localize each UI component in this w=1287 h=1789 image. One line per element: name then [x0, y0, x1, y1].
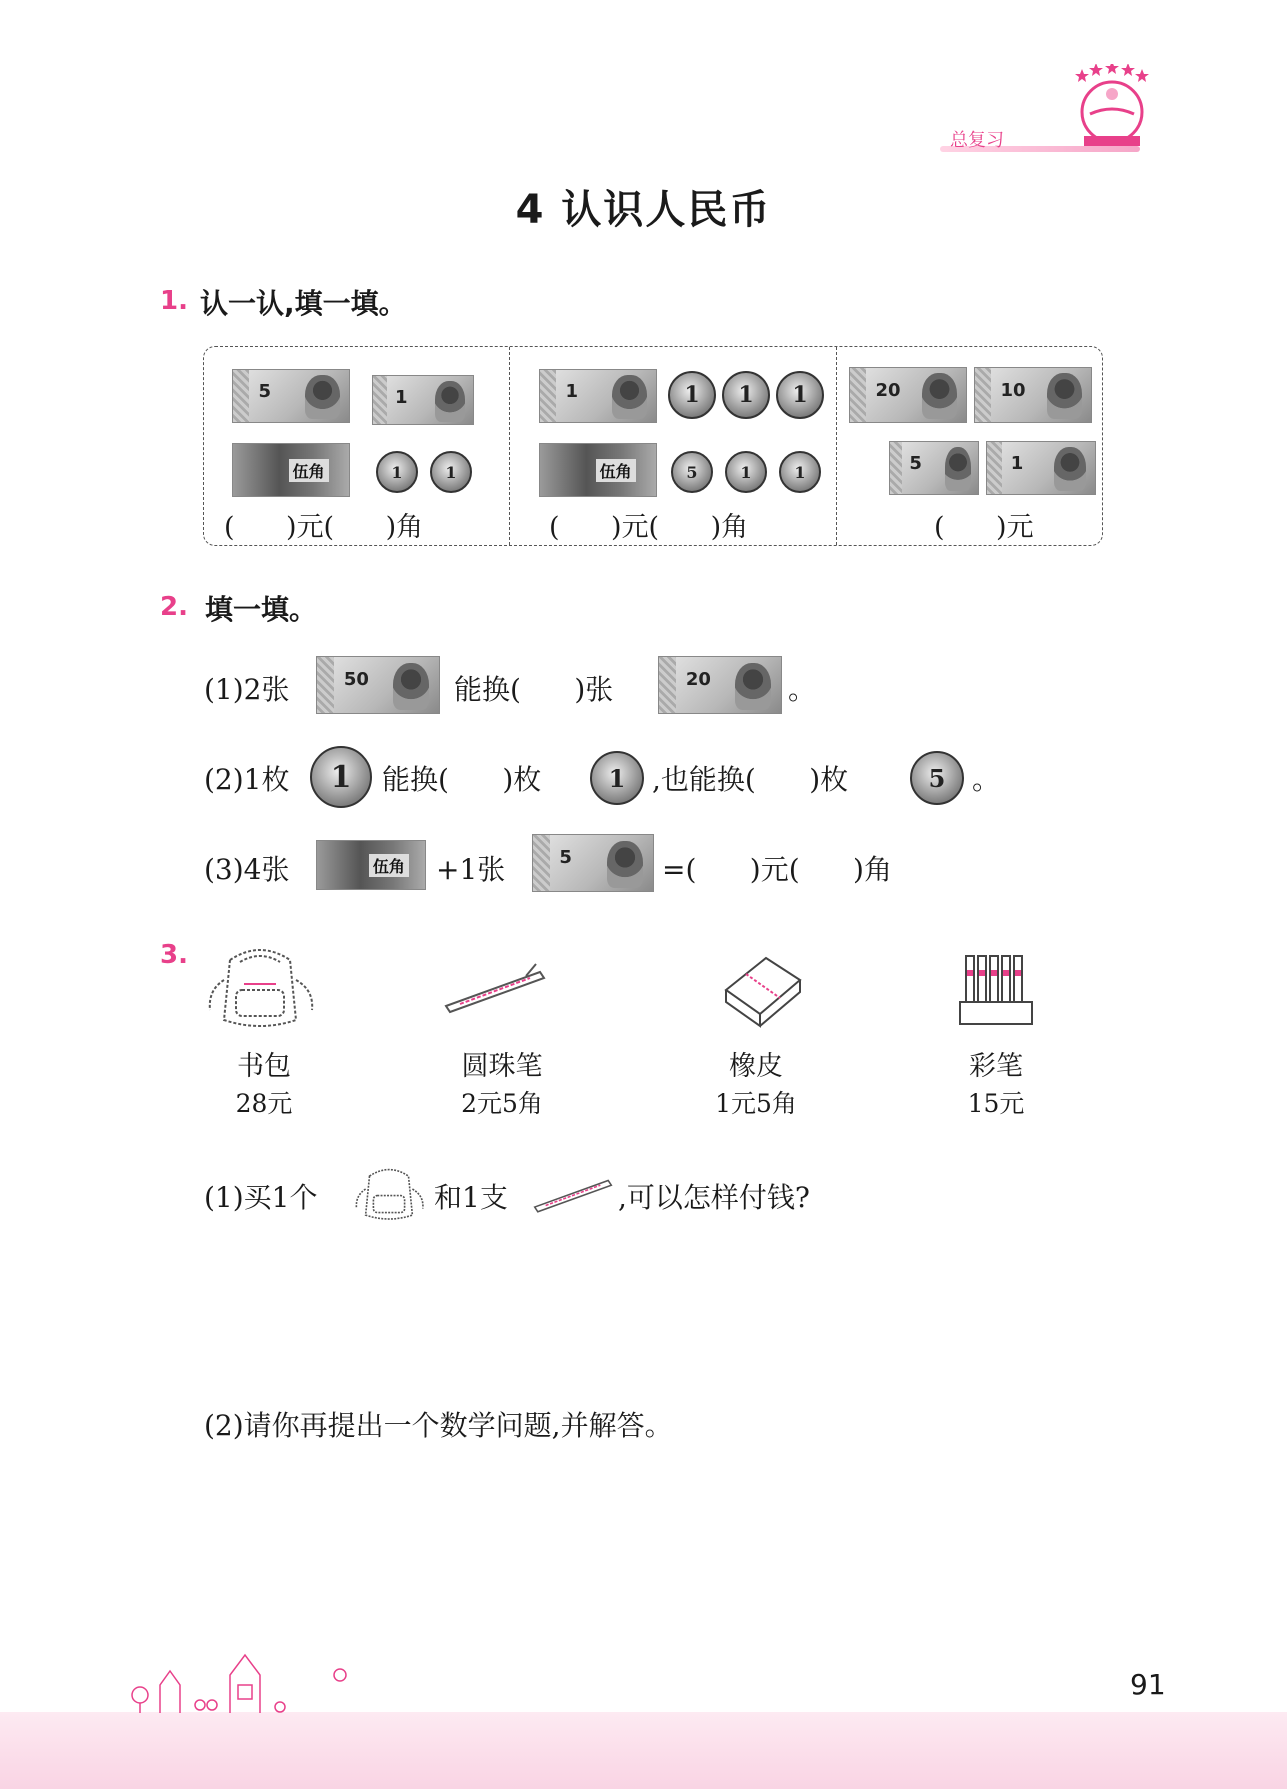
q3-sub1-middle: 和1支: [434, 1181, 508, 1214]
banknote-10-yuan: 10: [974, 367, 1092, 423]
banknote-5-yuan: 5: [232, 369, 350, 423]
coin-5-jiao: 5: [671, 451, 713, 493]
q2-line3-end: =( )元( )角: [662, 853, 892, 886]
q2-line2-end: 。: [972, 763, 1001, 796]
q1-money-box: [203, 346, 1103, 546]
item-name-pen: 圆珠笔: [461, 1051, 543, 1082]
q1-panel2-answer: ( )元( )角: [549, 512, 749, 543]
q3-number: 3.: [160, 940, 188, 970]
q2-text: 填一填。: [205, 593, 318, 626]
schoolbag-icon: [350, 1162, 428, 1224]
q2-line2-prefix: (2)1枚: [204, 763, 290, 796]
eraser-icon: [716, 950, 806, 1030]
banknote-5-jiao: 伍角: [232, 443, 350, 497]
item-name-eraser: 橡皮: [729, 1051, 783, 1082]
coin-1-yuan: 1: [722, 371, 770, 419]
section-tag: 总复习: [950, 130, 1004, 151]
item-name-schoolbag: 书包: [237, 1051, 291, 1082]
coin-1-jiao: 1: [376, 451, 418, 493]
q2-line1-end: 。: [788, 673, 817, 706]
color-pens-icon: [954, 952, 1038, 1032]
item-price-eraser: 1元5角: [715, 1089, 797, 1118]
q2-number: 2.: [160, 592, 188, 622]
item-price-color-pens: 15元: [967, 1089, 1025, 1118]
coin-1-jiao: 1: [779, 451, 821, 493]
item-price-schoolbag: 28元: [235, 1089, 293, 1118]
coin-1-jiao: 1: [590, 751, 644, 805]
q2-line3-prefix: (3)4张: [204, 853, 290, 886]
page-number: 91: [1130, 1668, 1166, 1701]
q3-sub1-prefix: (1)买1个: [204, 1181, 318, 1214]
page-title: 4 认识人民币: [515, 187, 772, 233]
banknote-5-jiao: 伍角: [539, 443, 657, 497]
banknote-1-yuan: 1: [986, 441, 1096, 495]
q1-number: 1.: [160, 286, 188, 316]
town-decoration-icon: [120, 1645, 360, 1715]
publisher-logo: [1072, 64, 1152, 148]
ballpoint-pen-icon: [440, 962, 550, 1014]
q2-line2-middle: 能换( )枚: [382, 763, 542, 796]
q2-line2-middle2: ,也能换( )枚: [652, 763, 849, 796]
q1-panel1-answer: ( )元( )角: [224, 512, 424, 543]
banknote-20-yuan: 20: [849, 367, 967, 423]
schoolbag-icon: [200, 940, 320, 1032]
item-price-pen: 2元5角: [461, 1089, 543, 1118]
ballpoint-pen-icon: [530, 1172, 616, 1214]
coin-1-jiao: 1: [725, 451, 767, 493]
coin-1-yuan: 1: [776, 371, 824, 419]
coin-1-yuan: 1: [310, 746, 372, 808]
banknote-50-yuan: 50: [316, 656, 440, 714]
coin-1-yuan: 1: [668, 371, 716, 419]
banknote-5-jiao: 伍角: [316, 840, 426, 890]
panel-divider: [509, 347, 510, 545]
item-name-color-pens: 彩笔: [969, 1051, 1023, 1082]
banknote-1-yuan: 1: [372, 375, 474, 425]
q2-line1-prefix: (1)2张: [204, 673, 290, 706]
banknote-5-yuan: 5: [889, 441, 979, 495]
q3-sub1-end: ,可以怎样付钱?: [618, 1181, 810, 1214]
q3-sub2-text: (2)请你再提出一个数学问题,并解答。: [204, 1409, 673, 1442]
q2-line3-middle: +1张: [436, 853, 506, 886]
q1-text: 认一认,填一填。: [200, 287, 407, 320]
q1-panel3-answer: ( )元: [934, 512, 1034, 543]
banknote-5-yuan: 5: [532, 834, 654, 892]
banknote-1-yuan: 1: [539, 369, 657, 423]
q2-line1-middle: 能换( )张: [454, 673, 614, 706]
panel-divider: [836, 347, 837, 545]
banknote-20-yuan: 20: [658, 656, 782, 714]
coin-5-jiao: 5: [910, 751, 964, 805]
footer-band: [0, 1712, 1287, 1789]
coin-1-jiao: 1: [430, 451, 472, 493]
